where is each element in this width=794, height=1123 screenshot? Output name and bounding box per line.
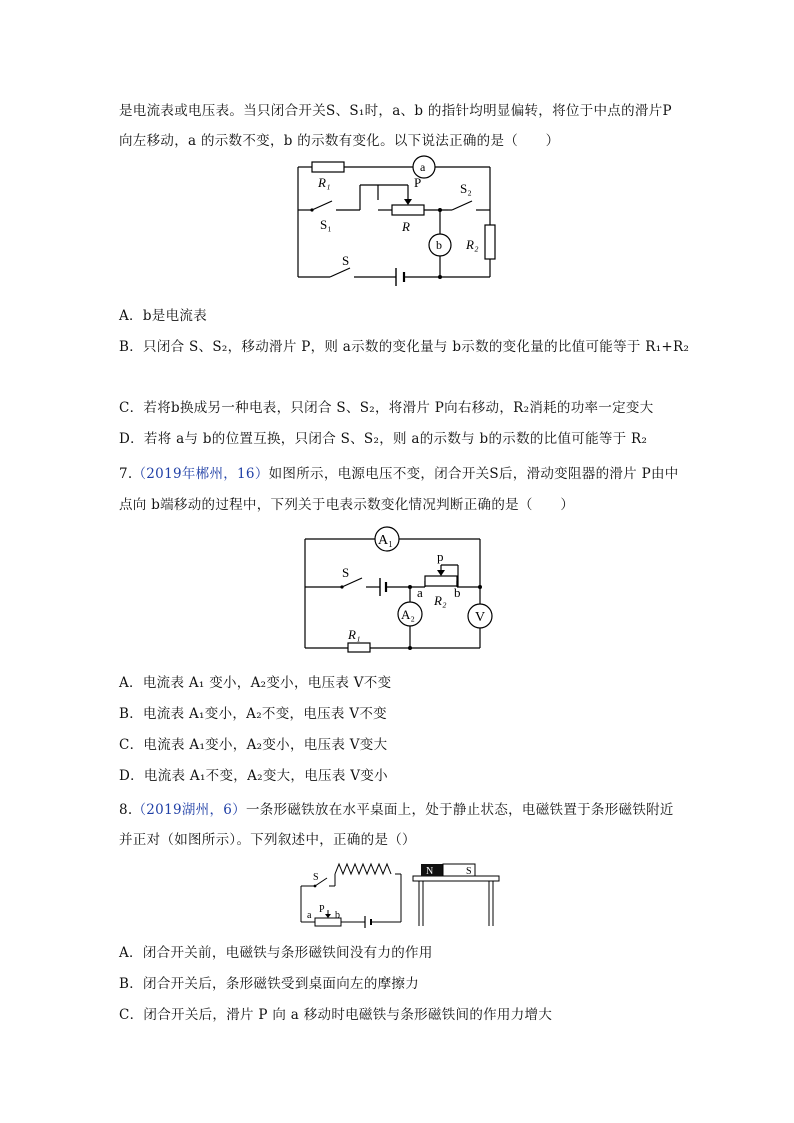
q7-number: 7. <box>119 466 133 482</box>
q8-fig-label-n: N <box>426 866 434 877</box>
q6-fig-label-s1: S₁ <box>320 217 332 232</box>
q7-circuit-diagram <box>300 525 500 655</box>
q8-stem-line-2: 并正对（如图所示）。下列叙述中，正确的是（） <box>119 832 416 848</box>
q7-fig-label-r2: R₂ <box>434 593 447 608</box>
q8-source: （2019湖州，6） <box>132 802 246 818</box>
q7-fig-label-a: a <box>417 585 423 600</box>
q7-fig-label-a1: A₁ <box>378 533 393 548</box>
q8-fig-label-s-pole: S <box>466 866 472 877</box>
q6-stem-line-2: 向左移动，a 的示数不变，b 的示数有变化。以下说法正确的是（ ） <box>119 133 560 149</box>
q7-fig-label-b: b <box>454 585 461 600</box>
q6-option-d: D．若将 a与 b的位置互换，只闭合 S、S₂，则 a的示数与 b的示数的比值可能等于 R₂ <box>119 431 648 447</box>
q6-option-a: A．b是电流表 <box>119 308 207 324</box>
q6-fig-label-b: b <box>436 238 442 252</box>
q7-option-c: C．电流表 A₁变小，A₂变小，电压表 V变大 <box>119 737 388 753</box>
q7-stem-line-2: 点向 b端移动的过程中，下列关于电表示数变化情况判断正确的是（ ） <box>119 497 575 513</box>
q8-fig-label-p: P <box>319 904 325 915</box>
q8-option-a: A．闭合开关前，电磁铁与条形磁铁间没有力的作用 <box>119 945 433 961</box>
q8-option-c: C．闭合开关后，滑片 P 向 a 移动时电磁铁与条形磁铁间的作用力增大 <box>119 1007 553 1023</box>
q7-fig-label-v: V <box>475 610 486 625</box>
q6-fig-label-s: S <box>342 253 350 268</box>
q7-stem-text: 如图所示，电源电压不变，闭合开关S后，滑动变阻器的滑片 P由中 <box>268 466 679 482</box>
q7-fig-label-a2: A₂ <box>401 607 415 622</box>
q6-stem-line-1: 是电流表或电压表。当只闭合开关S、S₁时，a、b 的指针均明显偏转，将位于中点的滑片P <box>119 103 672 119</box>
q7-fig-label-r1: R₁ <box>348 627 361 642</box>
q7-option-d: D．电流表 A₁不变，A₂变大，电压表 V变小 <box>119 768 388 784</box>
q7-fig-label-s: S <box>342 565 350 580</box>
q6-fig-label-p: P <box>414 175 422 190</box>
q8-fig-label-b: b <box>335 910 340 921</box>
q6-fig-label-s2: S₂ <box>460 181 472 196</box>
q8-fig-label-s-switch: S <box>313 872 319 883</box>
q8-stem-text: 一条形磁铁放在水平桌面上，处于静止状态，电磁铁置于条形磁铁附近 <box>245 802 674 818</box>
q8-fig-label-a: a <box>307 910 312 921</box>
q6-option-b: B．只闭合 S、S₂，移动滑片 P，则 a示数的变化量与 b示数的变化量的比值可能等于 R₁+R₂ <box>119 339 690 355</box>
q7-option-a: A．电流表 A₁ 变小，A₂变小，电压表 V不变 <box>119 675 392 691</box>
q7-fig-label-p: p <box>437 549 444 564</box>
q6-fig-label-a: a <box>420 160 426 174</box>
q8-stem-line-1 <box>119 798 674 818</box>
q7-option-b: B．电流表 A₁变小，A₂不变，电压表 V不变 <box>119 706 387 722</box>
q6-circuit-diagram <box>290 155 500 290</box>
q6-fig-label-r1: R₁ <box>318 175 331 190</box>
q6-option-c: C．若将b换成另一种电表，只闭合 S、S₂，将滑片 P向右移动，R₂消耗的功率一定变大 <box>119 400 654 416</box>
q7-stem-line-1 <box>119 462 679 482</box>
q8-option-b: B．闭合开关后，条形磁铁受到桌面向左的摩擦力 <box>119 976 420 992</box>
q8-electromagnet-diagram <box>295 860 505 930</box>
q7-source: （2019年郴州，16） <box>132 466 269 482</box>
q6-fig-label-r2: R₂ <box>466 237 479 252</box>
q8-number: 8. <box>119 802 133 818</box>
q6-fig-label-r: R <box>402 219 410 234</box>
